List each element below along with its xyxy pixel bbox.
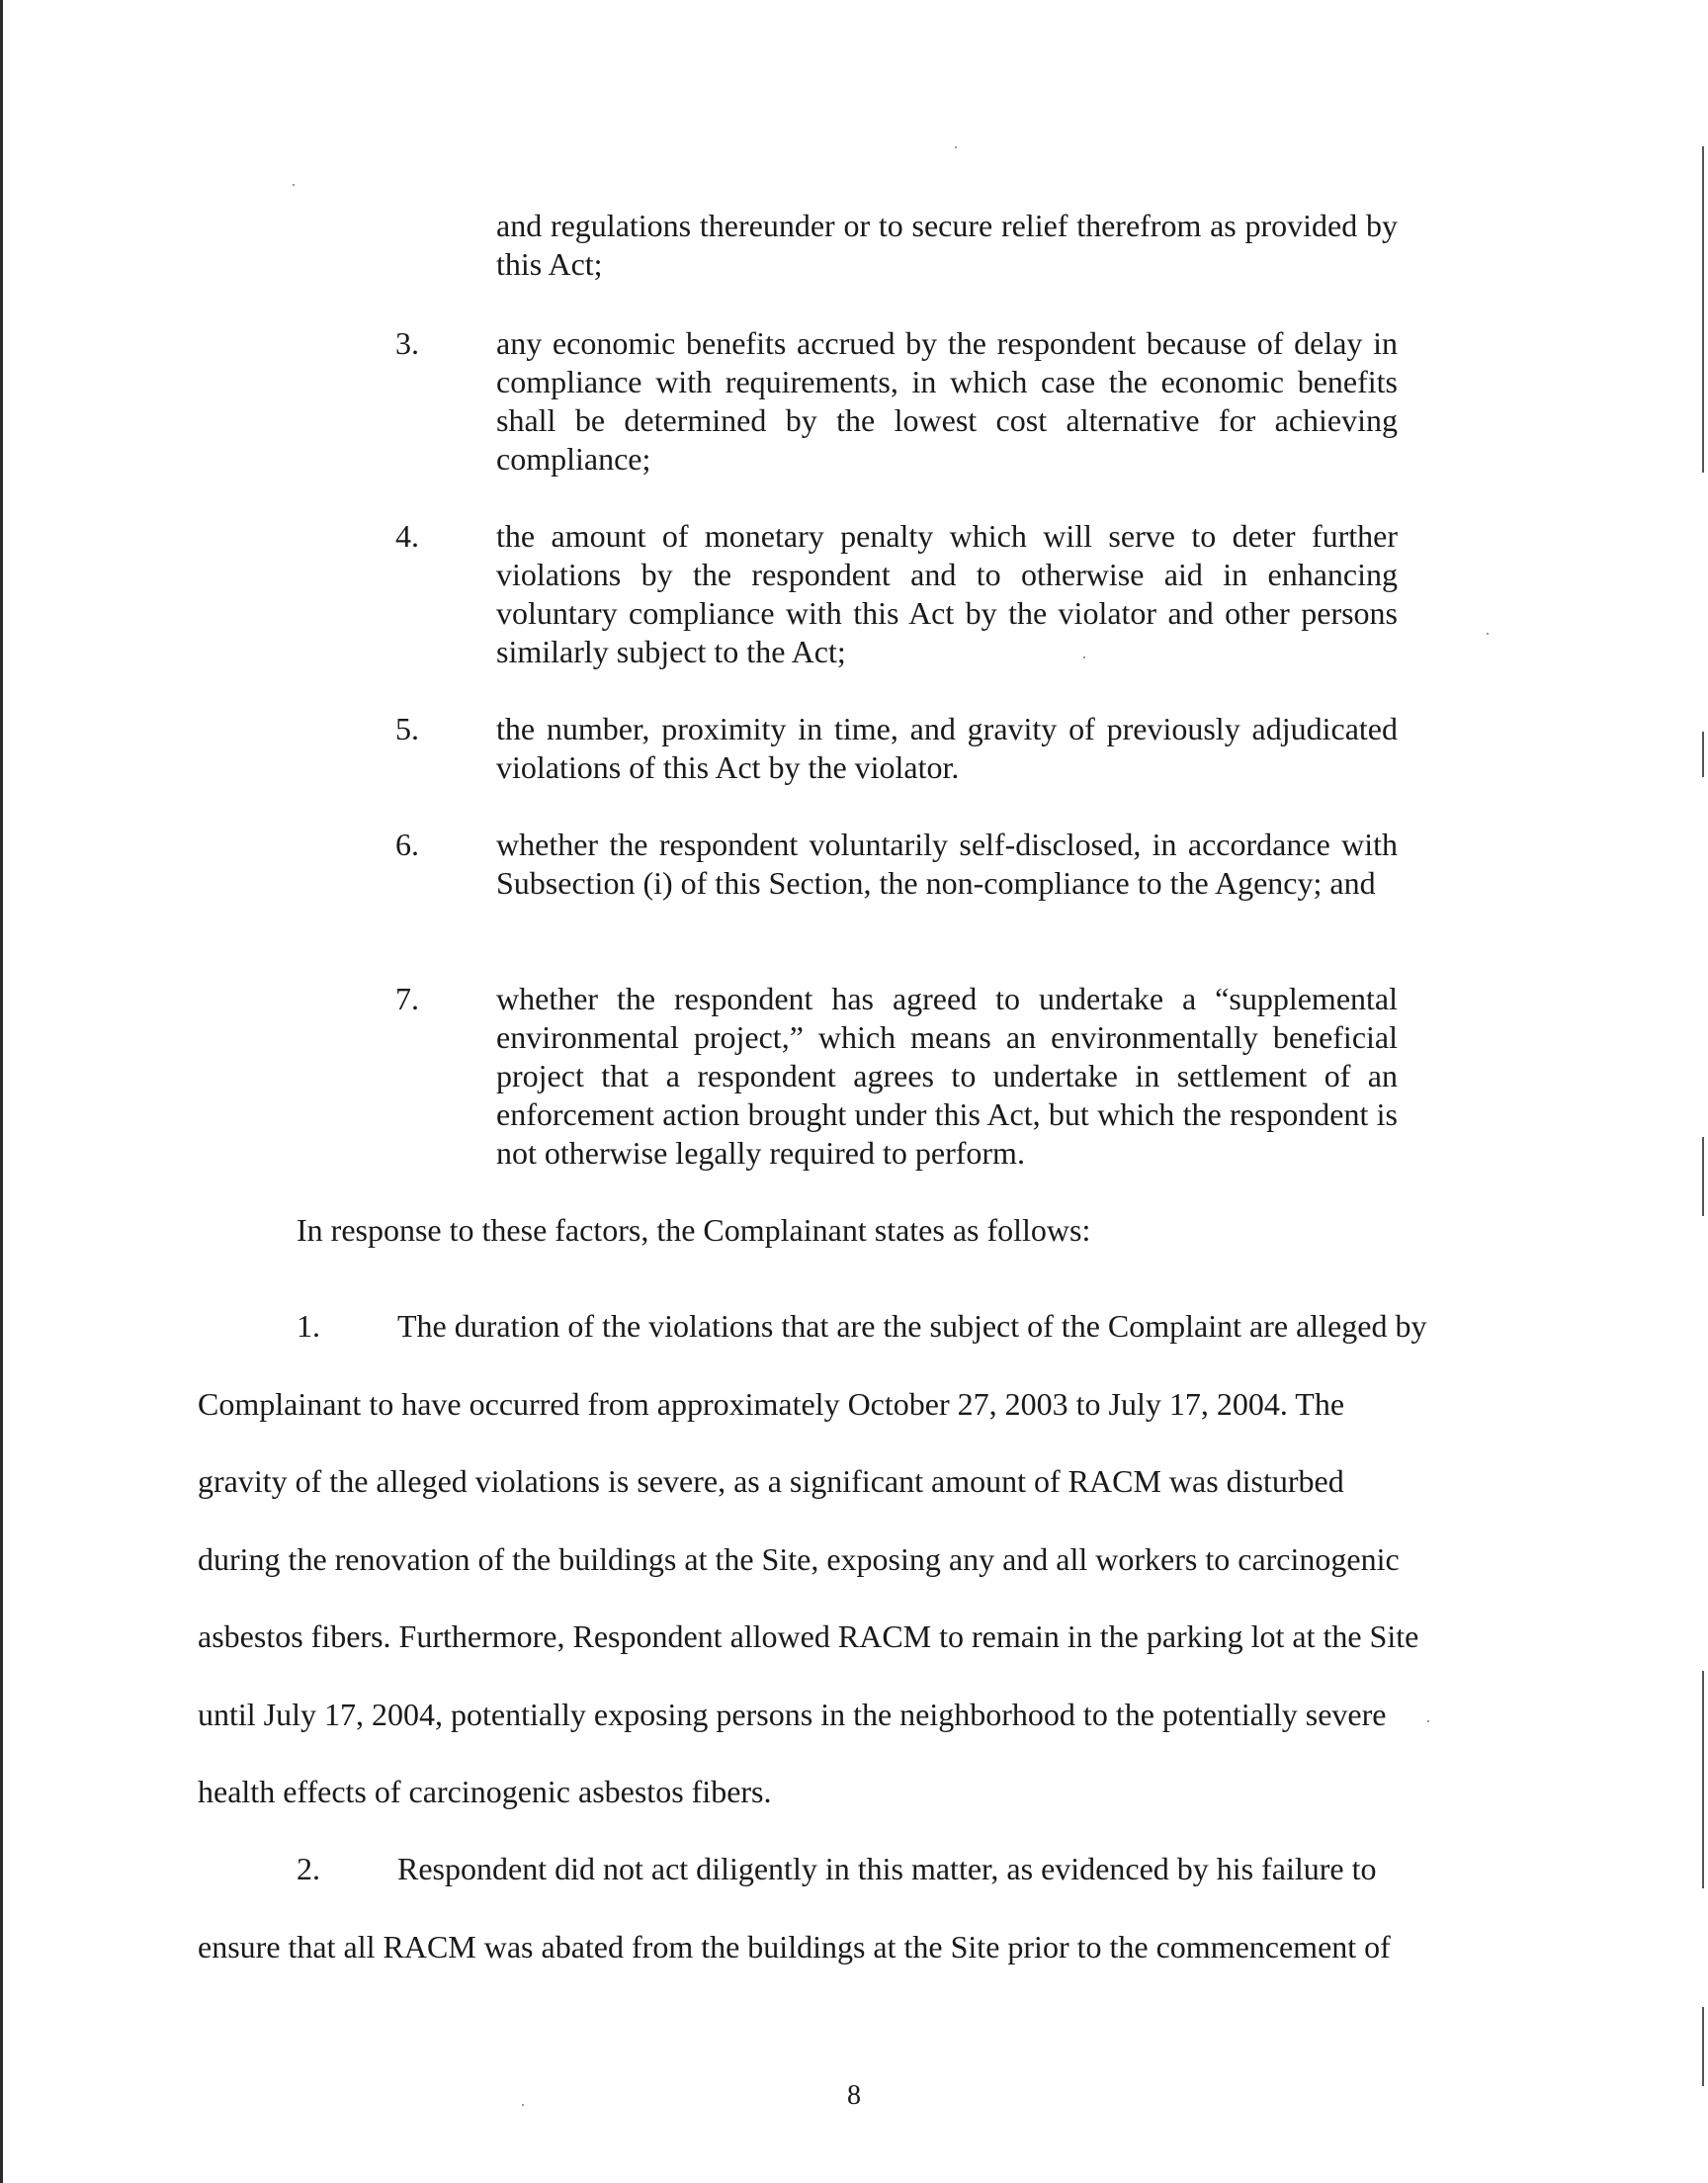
factor-number: 4. bbox=[395, 518, 419, 554]
scan-mark bbox=[1702, 732, 1704, 777]
paragraph-number: 1. bbox=[297, 1308, 320, 1344]
factor-text: whether the respondent has agreed to undertake a “supplemental environmental project,” which means an environmentally beneficial project that a respondent agrees to undertake in settlement of an enforcement action brought under this Act, but which the respondent is not otherwise legally required to perform. bbox=[496, 981, 1398, 1171]
scan-mark bbox=[1702, 2007, 1704, 2086]
scan-speck bbox=[1487, 633, 1489, 635]
scan-mark bbox=[1702, 1137, 1704, 1216]
factor-text: whether the respondent voluntarily self-disclosed, in accordance with Subsection (i) of this Section, the non-compliance to the Agency; and bbox=[496, 827, 1398, 901]
factor-text: the number, proximity in time, and gravity of previously adjudicated violations of this Act by the violator. bbox=[496, 711, 1398, 785]
paragraph-line: until July 17, 2004, potentially exposing persons in the neighborhood to the potentially severe bbox=[198, 1696, 1387, 1732]
factor-number: 3. bbox=[395, 325, 419, 361]
factor-text: any economic benefits accrued by the respondent because of delay in compliance with requirements, in which case the economic benefits shall be determined by the lowest cost alternative for achieving compliance; bbox=[496, 325, 1398, 477]
paragraph-line: gravity of the alleged violations is severe, as a significant amount of RACM was disturbed bbox=[198, 1463, 1344, 1499]
paragraph-line: ensure that all RACM was abated from the buildings at the Site prior to the commencement of bbox=[198, 1928, 1391, 1965]
paragraph-line: health effects of carcinogenic asbestos fibers. bbox=[198, 1774, 772, 1809]
factor-text: the amount of monetary penalty which will serve to deter further violations by the respondent and to otherwise aid in enhancing voluntary compliance with this Act by the violator and other persons similarly subject to the Act; bbox=[496, 518, 1398, 669]
factor-number: 5. bbox=[395, 711, 419, 746]
factor-number: 7. bbox=[395, 981, 419, 1016]
continuation-text: and regulations thereunder or to secure relief therefrom as provided by this Act; bbox=[496, 208, 1398, 282]
response-intro: In response to these factors, the Complainant states as follows: bbox=[297, 1212, 1091, 1248]
paragraph-line: asbestos fibers. Furthermore, Respondent allowed RACM to remain in the parking lot at the Site bbox=[198, 1618, 1419, 1654]
paragraph-line: The duration of the violations that are the subject of the Complaint are alleged by bbox=[397, 1308, 1427, 1344]
scan-speck bbox=[293, 184, 295, 186]
scan-speck bbox=[955, 146, 957, 148]
paragraph-line: Respondent did not act diligently in this matter, as evidenced by his failure to bbox=[397, 1851, 1377, 1886]
paragraph-line: during the renovation of the buildings at the Site, exposing any and all workers to carcinogenic bbox=[198, 1540, 1400, 1577]
response-paragraph bbox=[198, 1830, 1498, 1985]
scan-speck bbox=[522, 2104, 524, 2106]
response-paragraph bbox=[198, 1287, 1498, 1831]
scan-mark bbox=[1702, 1671, 1704, 1888]
scan-left-edge bbox=[0, 0, 3, 2183]
scan-mark bbox=[1702, 146, 1704, 473]
paragraph-line: Complainant to have occurred from approximately October 27, 2003 to July 17, 2004. The bbox=[198, 1385, 1345, 1422]
factor-number: 6. bbox=[395, 827, 419, 862]
paragraph-number: 2. bbox=[297, 1851, 320, 1886]
page-number: 8 bbox=[847, 2080, 861, 2111]
